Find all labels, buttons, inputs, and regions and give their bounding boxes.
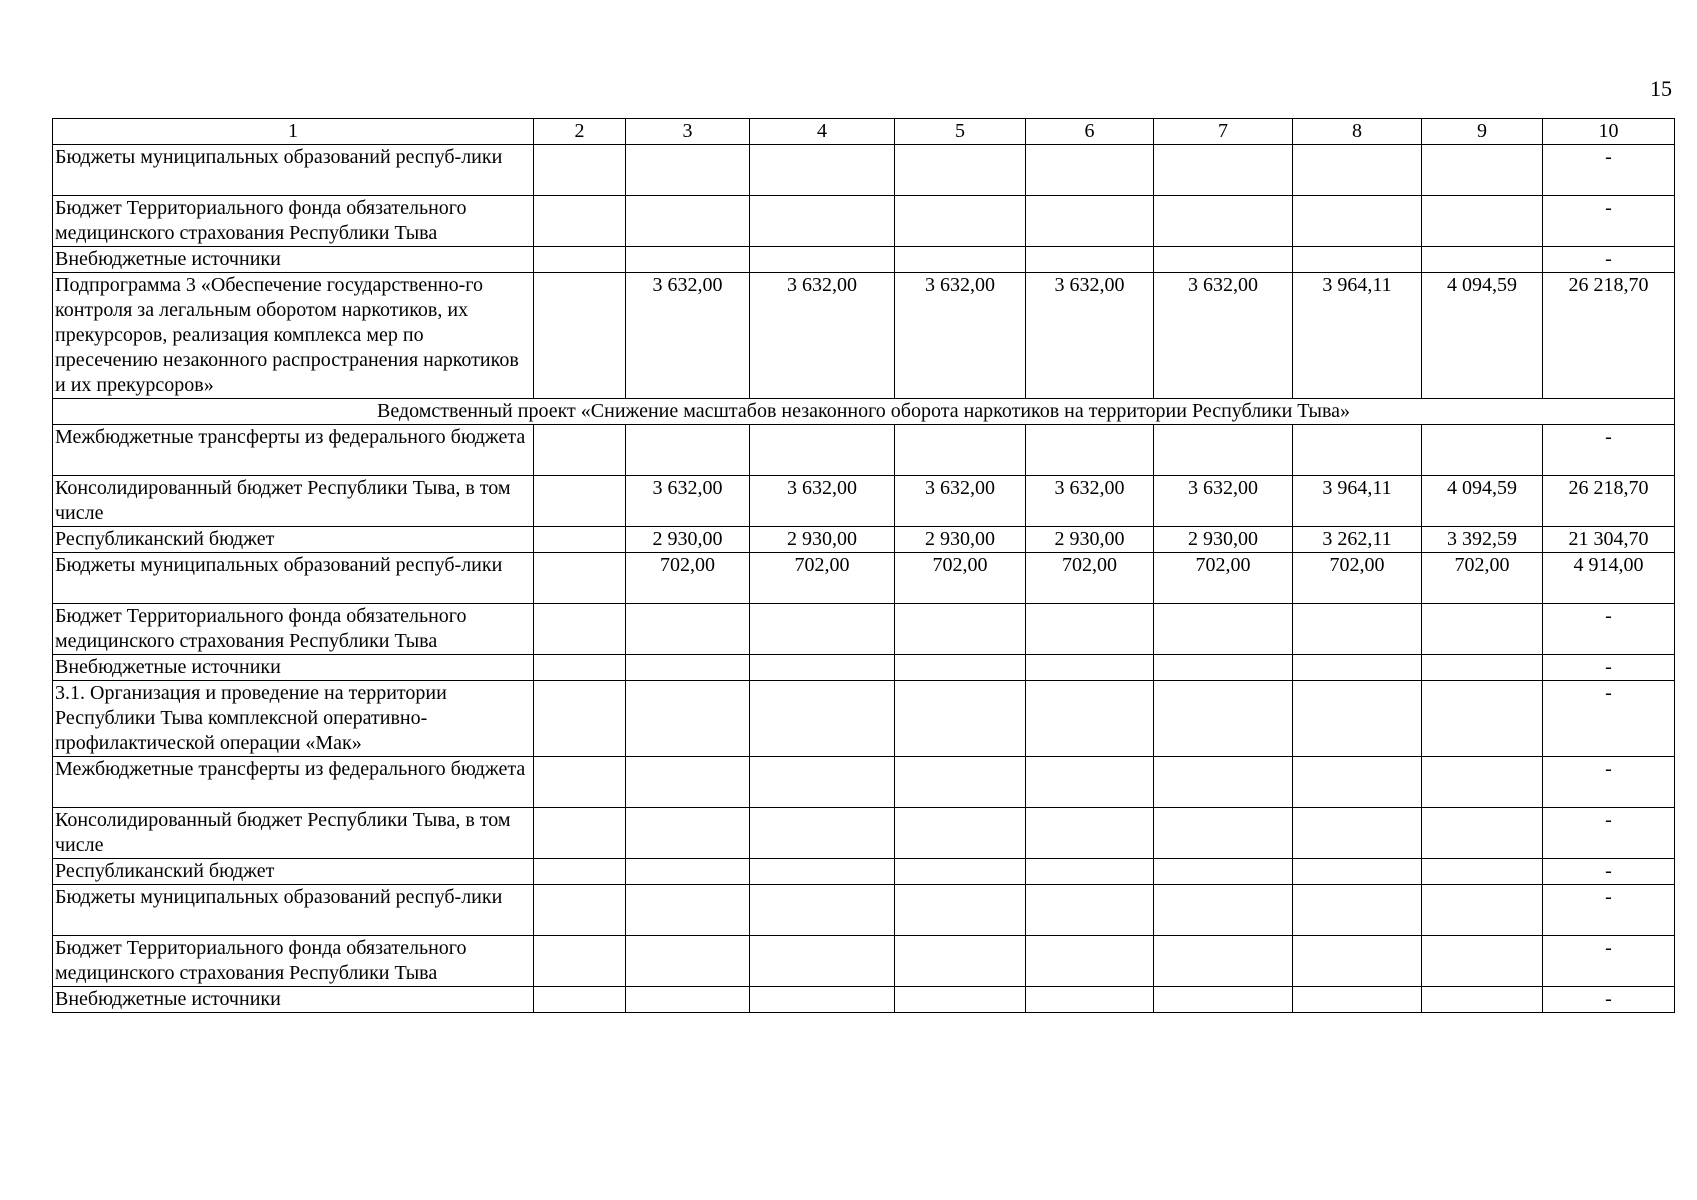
table-row (53, 808, 1675, 859)
value-cell (1026, 885, 1154, 936)
row-label: Консолидированный бюджет Республики Тыва, в том числе (53, 808, 534, 859)
table-row (53, 655, 1675, 681)
value-cell (750, 196, 895, 247)
value-cell: 702,00 (1422, 553, 1543, 604)
table-row (53, 196, 1675, 247)
value-cell: - (1543, 655, 1675, 681)
column-header: 9 (1422, 119, 1543, 145)
value-cell (1422, 808, 1543, 859)
value-cell (1293, 604, 1422, 655)
value-cell: 4 094,59 (1422, 273, 1543, 399)
value-cell (1026, 425, 1154, 476)
value-cell: 3 262,11 (1293, 527, 1422, 553)
value-cell (1026, 808, 1154, 859)
page-number: 15 (1650, 76, 1672, 101)
table-row (53, 425, 1675, 476)
column-header: 4 (750, 119, 895, 145)
value-cell (895, 987, 1026, 1013)
value-cell (1154, 145, 1293, 196)
value-cell (1293, 145, 1422, 196)
row-label: Консолидированный бюджет Республики Тыва, в том числе (53, 476, 534, 527)
value-cell: 3 632,00 (750, 273, 895, 399)
value-cell: 3 632,00 (1154, 273, 1293, 399)
value-cell (534, 681, 626, 757)
value-cell (1154, 808, 1293, 859)
value-cell (750, 885, 895, 936)
row-label: Бюджеты муниципальных образований респуб-лики (53, 145, 534, 196)
value-cell (1154, 196, 1293, 247)
table-row (53, 604, 1675, 655)
value-cell (1293, 681, 1422, 757)
value-cell (750, 808, 895, 859)
value-cell (1154, 885, 1293, 936)
row-label: Республиканский бюджет (53, 859, 534, 885)
value-cell (895, 808, 1026, 859)
budget-table (52, 118, 1675, 1013)
value-cell (1026, 681, 1154, 757)
row-label: Подпрограмма 3 «Обеспечение государственно-го контроля за легальным оборотом наркотиков, их прекурсоров, реализация комплекса мер по пресечению незаконного распространения наркотиков и их прекурсоров» (53, 273, 534, 399)
value-cell (1293, 247, 1422, 273)
value-cell (534, 885, 626, 936)
row-label: Бюджеты муниципальных образований респуб-лики (53, 553, 534, 604)
value-cell (1293, 987, 1422, 1013)
value-cell: 702,00 (1293, 553, 1422, 604)
value-cell (1154, 604, 1293, 655)
table-row (53, 247, 1675, 273)
row-label: Внебюджетные источники (53, 247, 534, 273)
value-cell (895, 145, 1026, 196)
value-cell (1422, 859, 1543, 885)
value-cell (1422, 885, 1543, 936)
value-cell: 21 304,70 (1543, 527, 1675, 553)
value-cell (1026, 936, 1154, 987)
value-cell: 702,00 (895, 553, 1026, 604)
value-cell (750, 859, 895, 885)
value-cell (534, 247, 626, 273)
value-cell (1293, 859, 1422, 885)
table-row (53, 885, 1675, 936)
value-cell (534, 553, 626, 604)
value-cell (895, 425, 1026, 476)
value-cell (895, 604, 1026, 655)
row-label: Межбюджетные трансферты из федерального бюджета (53, 757, 534, 808)
column-header: 8 (1293, 119, 1422, 145)
value-cell: - (1543, 247, 1675, 273)
value-cell (895, 885, 1026, 936)
value-cell (534, 476, 626, 527)
value-cell (1422, 145, 1543, 196)
value-cell (750, 604, 895, 655)
value-cell: 702,00 (1026, 553, 1154, 604)
value-cell: 3 964,11 (1293, 273, 1422, 399)
value-cell: 26 218,70 (1543, 476, 1675, 527)
value-cell: 702,00 (750, 553, 895, 604)
value-cell: 2 930,00 (750, 527, 895, 553)
value-cell (626, 808, 750, 859)
table-row (53, 757, 1675, 808)
value-cell: 3 632,00 (626, 476, 750, 527)
value-cell (534, 655, 626, 681)
value-cell: - (1543, 808, 1675, 859)
header-row (53, 119, 1675, 145)
value-cell: 3 632,00 (895, 273, 1026, 399)
value-cell (626, 885, 750, 936)
value-cell (626, 145, 750, 196)
value-cell (1293, 808, 1422, 859)
value-cell (1422, 936, 1543, 987)
value-cell: - (1543, 425, 1675, 476)
value-cell (626, 196, 750, 247)
value-cell (1422, 757, 1543, 808)
value-cell (534, 273, 626, 399)
value-cell: - (1543, 936, 1675, 987)
value-cell: 26 218,70 (1543, 273, 1675, 399)
table-row (53, 553, 1675, 604)
value-cell (626, 247, 750, 273)
value-cell (1422, 425, 1543, 476)
value-cell (1026, 247, 1154, 273)
value-cell: 3 632,00 (750, 476, 895, 527)
value-cell (534, 859, 626, 885)
value-cell (1154, 681, 1293, 757)
column-header: 5 (895, 119, 1026, 145)
value-cell: - (1543, 681, 1675, 757)
value-cell (1026, 757, 1154, 808)
table-row (53, 527, 1675, 553)
value-cell (750, 987, 895, 1013)
value-cell (895, 859, 1026, 885)
value-cell (1154, 247, 1293, 273)
value-cell (895, 655, 1026, 681)
value-cell: 3 632,00 (626, 273, 750, 399)
table-row (53, 681, 1675, 757)
column-header: 7 (1154, 119, 1293, 145)
value-cell (1154, 859, 1293, 885)
value-cell: 3 392,59 (1422, 527, 1543, 553)
row-label: Бюджет Территориального фонда обязательного медицинского страхования Республики Тыва (53, 196, 534, 247)
row-label: Бюджеты муниципальных образований респуб-лики (53, 885, 534, 936)
value-cell: - (1543, 757, 1675, 808)
table-row (53, 476, 1675, 527)
row-label: Межбюджетные трансферты из федерального бюджета (53, 425, 534, 476)
value-cell (534, 808, 626, 859)
value-cell: 4 094,59 (1422, 476, 1543, 527)
value-cell (750, 681, 895, 757)
value-cell: - (1543, 145, 1675, 196)
value-cell: 3 964,11 (1293, 476, 1422, 527)
value-cell (626, 425, 750, 476)
value-cell: 3 632,00 (895, 476, 1026, 527)
value-cell: 4 914,00 (1543, 553, 1675, 604)
value-cell (895, 247, 1026, 273)
value-cell (1026, 145, 1154, 196)
value-cell (626, 655, 750, 681)
value-cell (1422, 655, 1543, 681)
value-cell (534, 527, 626, 553)
value-cell (895, 936, 1026, 987)
value-cell (750, 425, 895, 476)
value-cell (1293, 196, 1422, 247)
value-cell (534, 425, 626, 476)
value-cell (895, 757, 1026, 808)
value-cell (626, 604, 750, 655)
value-cell: 2 930,00 (626, 527, 750, 553)
section-title: Ведомственный проект «Снижение масштабов незаконного оборота наркотиков на территории Республики Тыва» (53, 399, 1675, 425)
value-cell: 3 632,00 (1026, 476, 1154, 527)
value-cell (626, 681, 750, 757)
value-cell (1293, 655, 1422, 681)
value-cell (1422, 196, 1543, 247)
value-cell (1422, 987, 1543, 1013)
value-cell (1026, 196, 1154, 247)
value-cell (750, 247, 895, 273)
value-cell (1026, 655, 1154, 681)
section-row (53, 399, 1675, 425)
column-header: 2 (534, 119, 626, 145)
value-cell (1026, 604, 1154, 655)
value-cell (1422, 247, 1543, 273)
table-row (53, 936, 1675, 987)
value-cell (534, 987, 626, 1013)
value-cell (750, 145, 895, 196)
value-cell: - (1543, 859, 1675, 885)
value-cell: 702,00 (1154, 553, 1293, 604)
value-cell (534, 936, 626, 987)
row-label: Бюджет Территориального фонда обязательного медицинского страхования Республики Тыва (53, 604, 534, 655)
value-cell (534, 145, 626, 196)
value-cell (534, 196, 626, 247)
value-cell (1154, 936, 1293, 987)
value-cell (1293, 936, 1422, 987)
value-cell (534, 757, 626, 808)
value-cell (1026, 859, 1154, 885)
value-cell (1293, 757, 1422, 808)
value-cell (534, 604, 626, 655)
value-cell: 3 632,00 (1154, 476, 1293, 527)
value-cell (626, 859, 750, 885)
column-header: 10 (1543, 119, 1675, 145)
value-cell (895, 196, 1026, 247)
row-label: Бюджет Территориального фонда обязательного медицинского страхования Республики Тыва (53, 936, 534, 987)
column-header: 6 (1026, 119, 1154, 145)
value-cell: - (1543, 885, 1675, 936)
value-cell: - (1543, 987, 1675, 1013)
value-cell (1293, 425, 1422, 476)
value-cell (626, 987, 750, 1013)
table-row (53, 987, 1675, 1013)
value-cell: 3 632,00 (1026, 273, 1154, 399)
value-cell (1154, 655, 1293, 681)
table-row (53, 859, 1675, 885)
value-cell (895, 681, 1026, 757)
value-cell (1422, 681, 1543, 757)
table-row (53, 273, 1675, 399)
value-cell (1154, 425, 1293, 476)
value-cell (1293, 885, 1422, 936)
row-label: Внебюджетные источники (53, 987, 534, 1013)
column-header: 3 (626, 119, 750, 145)
value-cell (750, 936, 895, 987)
value-cell (1026, 987, 1154, 1013)
table-body (53, 119, 1675, 1013)
value-cell: 702,00 (626, 553, 750, 604)
row-label: Внебюджетные источники (53, 655, 534, 681)
value-cell (750, 757, 895, 808)
value-cell (626, 936, 750, 987)
row-label: Республиканский бюджет (53, 527, 534, 553)
value-cell: 2 930,00 (1026, 527, 1154, 553)
value-cell (1154, 757, 1293, 808)
column-header: 1 (53, 119, 534, 145)
value-cell (750, 655, 895, 681)
value-cell (1154, 987, 1293, 1013)
value-cell: - (1543, 604, 1675, 655)
value-cell (1422, 604, 1543, 655)
value-cell (626, 757, 750, 808)
row-label: 3.1. Организация и проведение на территории Республики Тыва комплексной оперативно-профилактической операции «Мак» (53, 681, 534, 757)
value-cell: 2 930,00 (1154, 527, 1293, 553)
table-row (53, 145, 1675, 196)
value-cell: - (1543, 196, 1675, 247)
value-cell: 2 930,00 (895, 527, 1026, 553)
